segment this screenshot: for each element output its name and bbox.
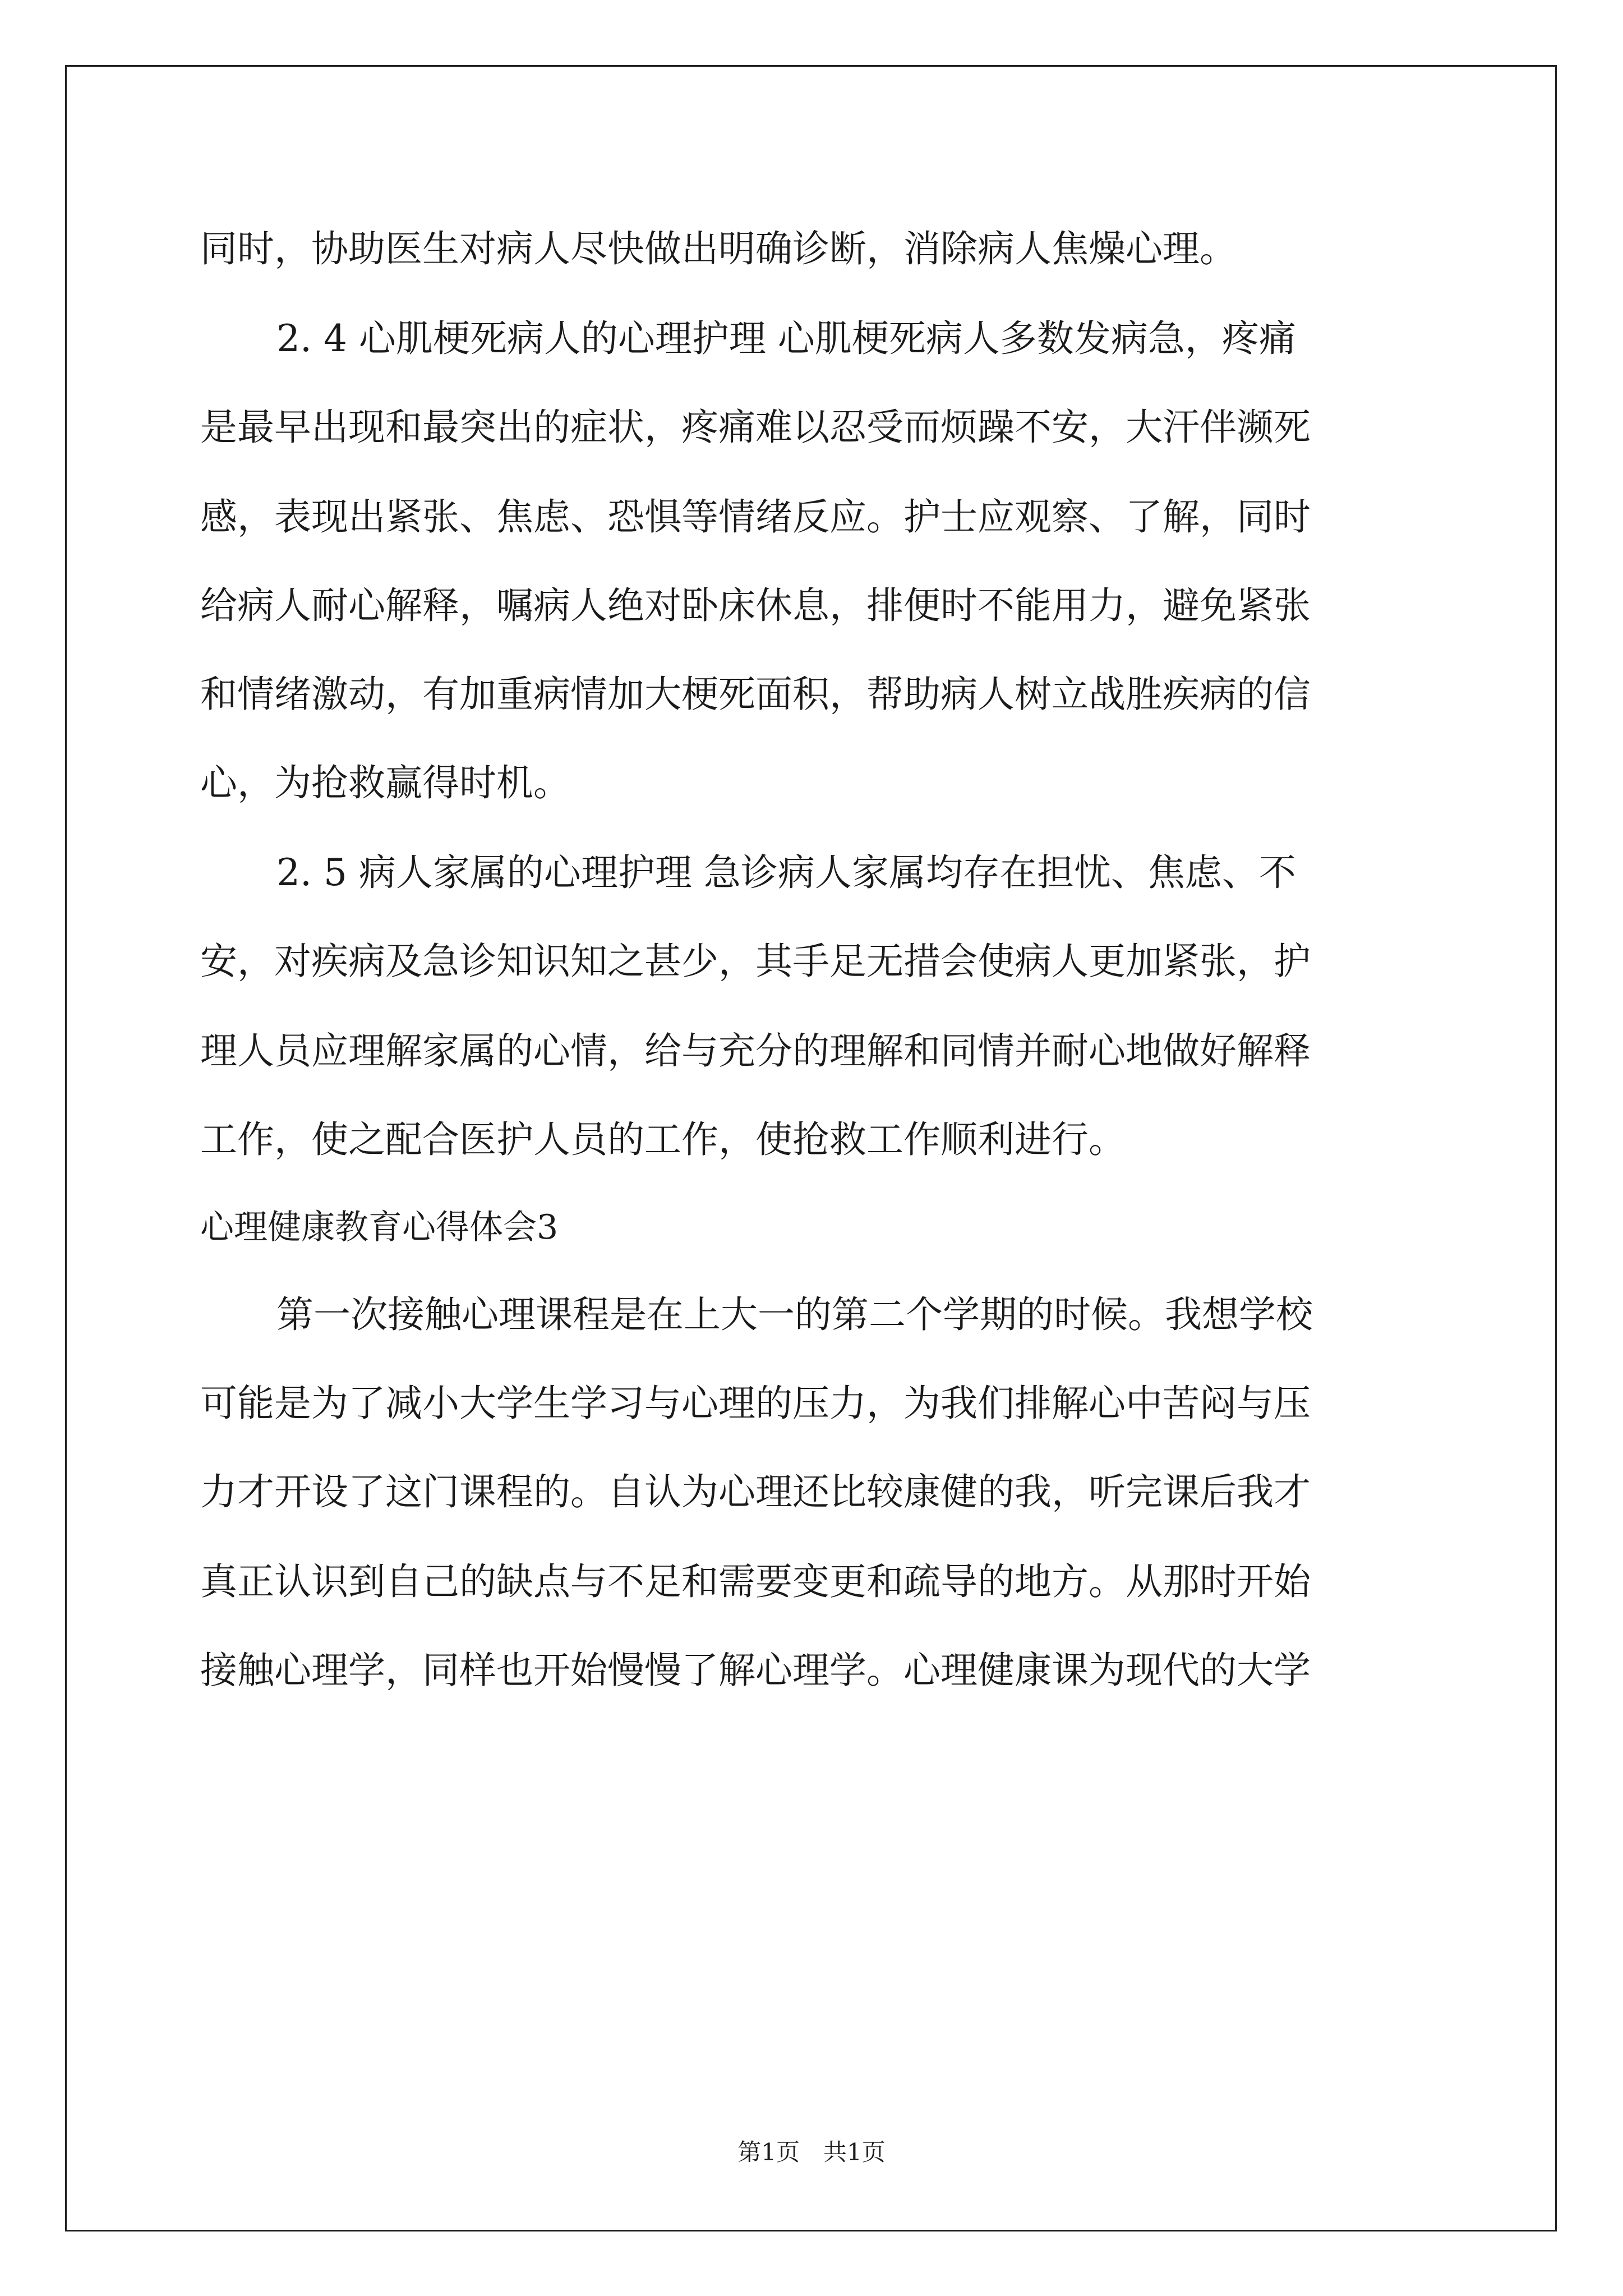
text-line: 给病人耐心解释，嘱病人绝对卧床休息，排便时不能用力，避免紧张 — [200, 584, 1311, 627]
section-heading: 心理健康教育心得体会3 — [200, 1208, 559, 1247]
text-line: 工作，使之配合医护人员的工作，使抢救工作顺利进行。 — [200, 1118, 1126, 1161]
text-line: 感，表现出紧张、焦虑、恐惧等情绪反应。护士应观察、了解，同时 — [200, 495, 1311, 539]
text-line: 接触心理学，同样也开始慢慢了解心理学。心理健康课为现代的大学 — [200, 1649, 1311, 1692]
text-line: 力才开设了这门课程的。自认为心理还比较康健的我，听完课后我才 — [200, 1470, 1311, 1513]
paragraph-first-line: 第一次接触心理课程是在上大一的第二个学期的时候。我想学校 — [276, 1293, 1313, 1336]
text-line: 理人员应理解家属的心情，给与充分的理解和同情并耐心地做好解释 — [200, 1029, 1311, 1073]
paragraph-first-line: 2. 5 病人家属的心理护理 急诊病人家属均存在担忧、焦虑、不 — [276, 851, 1296, 894]
text-line: 真正认识到自己的缺点与不足和需要变更和疏导的地方。从那时开始 — [200, 1560, 1311, 1603]
text-line: 可能是为了减小大学生学习与心理的压力，为我们排解心中苦闷与压 — [200, 1382, 1311, 1425]
text-line: 同时，协助医生对病人尽快做出明确诊断，消除病人焦燥心理。 — [200, 227, 1237, 270]
paragraph-first-line: 2. 4 心肌梗死病人的心理护理 心肌梗死病人多数发病急，疼痛 — [276, 317, 1296, 360]
text-line: 安，对疾病及急诊知识知之甚少，其手足无措会使病人更加紧张，护 — [200, 940, 1311, 983]
page-footer: 第1页 共1页 — [737, 2138, 886, 2166]
text-line: 心，为抢救赢得时机。 — [200, 761, 570, 804]
text-line: 是最早出现和最突出的症状，疼痛难以忍受而烦躁不安，大汗伴濒死 — [200, 406, 1311, 449]
text-line: 和情绪激动，有加重病情加大梗死面积，帮助病人树立战胜疾病的信 — [200, 673, 1311, 716]
